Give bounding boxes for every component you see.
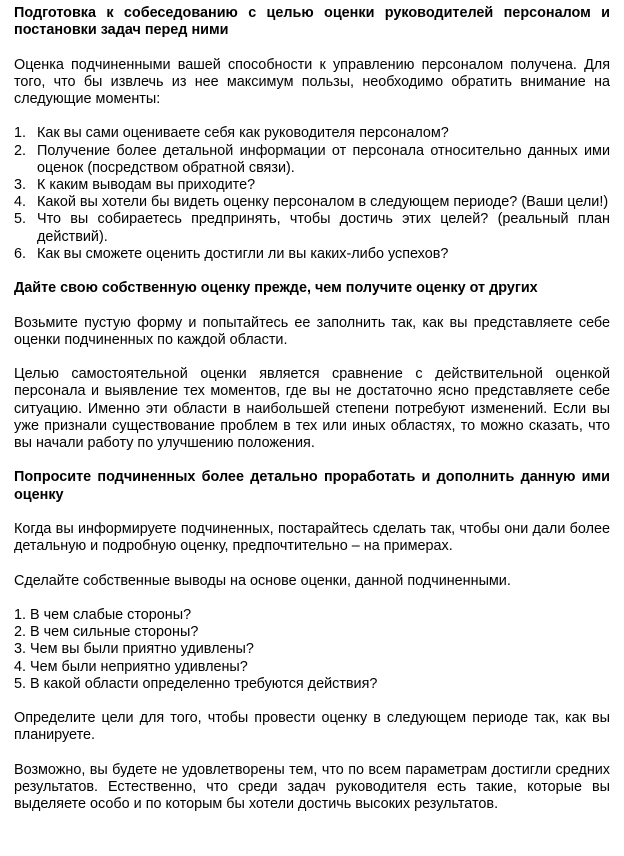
conclusions-list bbox=[14, 607, 610, 693]
list-item-number: 3. bbox=[14, 177, 27, 193]
list-item-text: Что вы собираетесь предпринять, чтобы достичь этих целей? (реальный план действий). bbox=[37, 211, 610, 245]
list-item-text: Как вы сами оцениваете себя как руководителя персоналом? bbox=[37, 125, 449, 142]
list-item-text: Как вы сможете оценить достигли ли вы каких-либо успехов? bbox=[37, 245, 449, 262]
list-item-number: 4. bbox=[14, 194, 27, 211]
questions-list bbox=[14, 125, 610, 263]
section-heading-preparation: Подготовка к собеседованию с целью оценки руководителей персоналом и постановки задач перед ними bbox=[14, 5, 610, 39]
list-item: 1. В чем слабые стороны? bbox=[14, 606, 192, 623]
list-item-number: 6. bbox=[14, 245, 27, 262]
list-item: 4. Чем были неприятно удивлены? bbox=[14, 658, 248, 675]
list-item-text: К каким выводам вы приходите? bbox=[37, 177, 256, 193]
list-item-text: Получение более детальной информации от персонала относительно данных ими оценок (посредством обратной связи). bbox=[37, 142, 610, 176]
list-item-text: Какой вы хотели бы видеть оценку персоналом в следующем периоде? (Ваши цели!) bbox=[37, 194, 609, 211]
list-item bbox=[14, 125, 610, 142]
section-heading-self-assessment: Дайте свою собственную оценку прежде, чем получите оценку от других bbox=[14, 280, 538, 297]
paragraph: Возможно, вы будете не удовлетворены тем, что по всем параметрам достигли средних результатов. Естественно, что среди задач руководителя есть такие, которые вы выделяете особо и по которым бы хотели достичь высоких результатов. bbox=[14, 761, 610, 813]
list-item bbox=[14, 211, 610, 245]
list-item: 2. В чем сильные стороны? bbox=[14, 624, 199, 641]
intro-paragraph: Оценка подчиненными вашей способности к управлению персоналом получена. Для того, что бы извлечь из нее максимум пользы, необходимо обратить внимание на следующие моменты: bbox=[14, 56, 610, 107]
paragraph: Сделайте собственные выводы на основе оценки, данной подчиненными. bbox=[14, 572, 511, 589]
list-item: 5. В какой области определенно требуются действия? bbox=[14, 675, 378, 692]
list-item bbox=[14, 177, 610, 194]
paragraph: Определите цели для того, чтобы провести оценку в следующем периоде так, как вы планируете. bbox=[14, 710, 610, 744]
list-item-number: 1. bbox=[14, 125, 27, 142]
list-item bbox=[14, 246, 610, 263]
section-heading-subordinates: Попросите подчиненных более детально проработать и дополнить данную ими оценку bbox=[14, 469, 610, 503]
list-item: 3. Чем вы были приятно удивлены? bbox=[14, 641, 254, 658]
paragraph: Возьмите пустую форму и попытайтесь ее заполнить так, как вы представляете себе оценки подчиненных по каждой области. bbox=[14, 314, 610, 348]
list-item-number: 5. bbox=[14, 211, 27, 228]
list-item bbox=[14, 194, 610, 211]
list-item-number: 2. bbox=[14, 142, 27, 159]
paragraph: Когда вы информируете подчиненных, постарайтесь сделать так, чтобы они дали более детальную и подробную оценку, предпочтительно – на примерах. bbox=[14, 520, 610, 555]
list-item bbox=[14, 143, 610, 177]
paragraph: Целью самостоятельной оценки является сравнение с действительной оценкой персонала и выявление тех моментов, где вы не достаточно ясно представляете себе ситуацию. Именно эти области в наибольшей степени потребуют изменений. Если вы уже признали существование проблем в тех или иных областях, то можно сказать, что вы начали работу по улучшению положения. bbox=[14, 366, 610, 451]
